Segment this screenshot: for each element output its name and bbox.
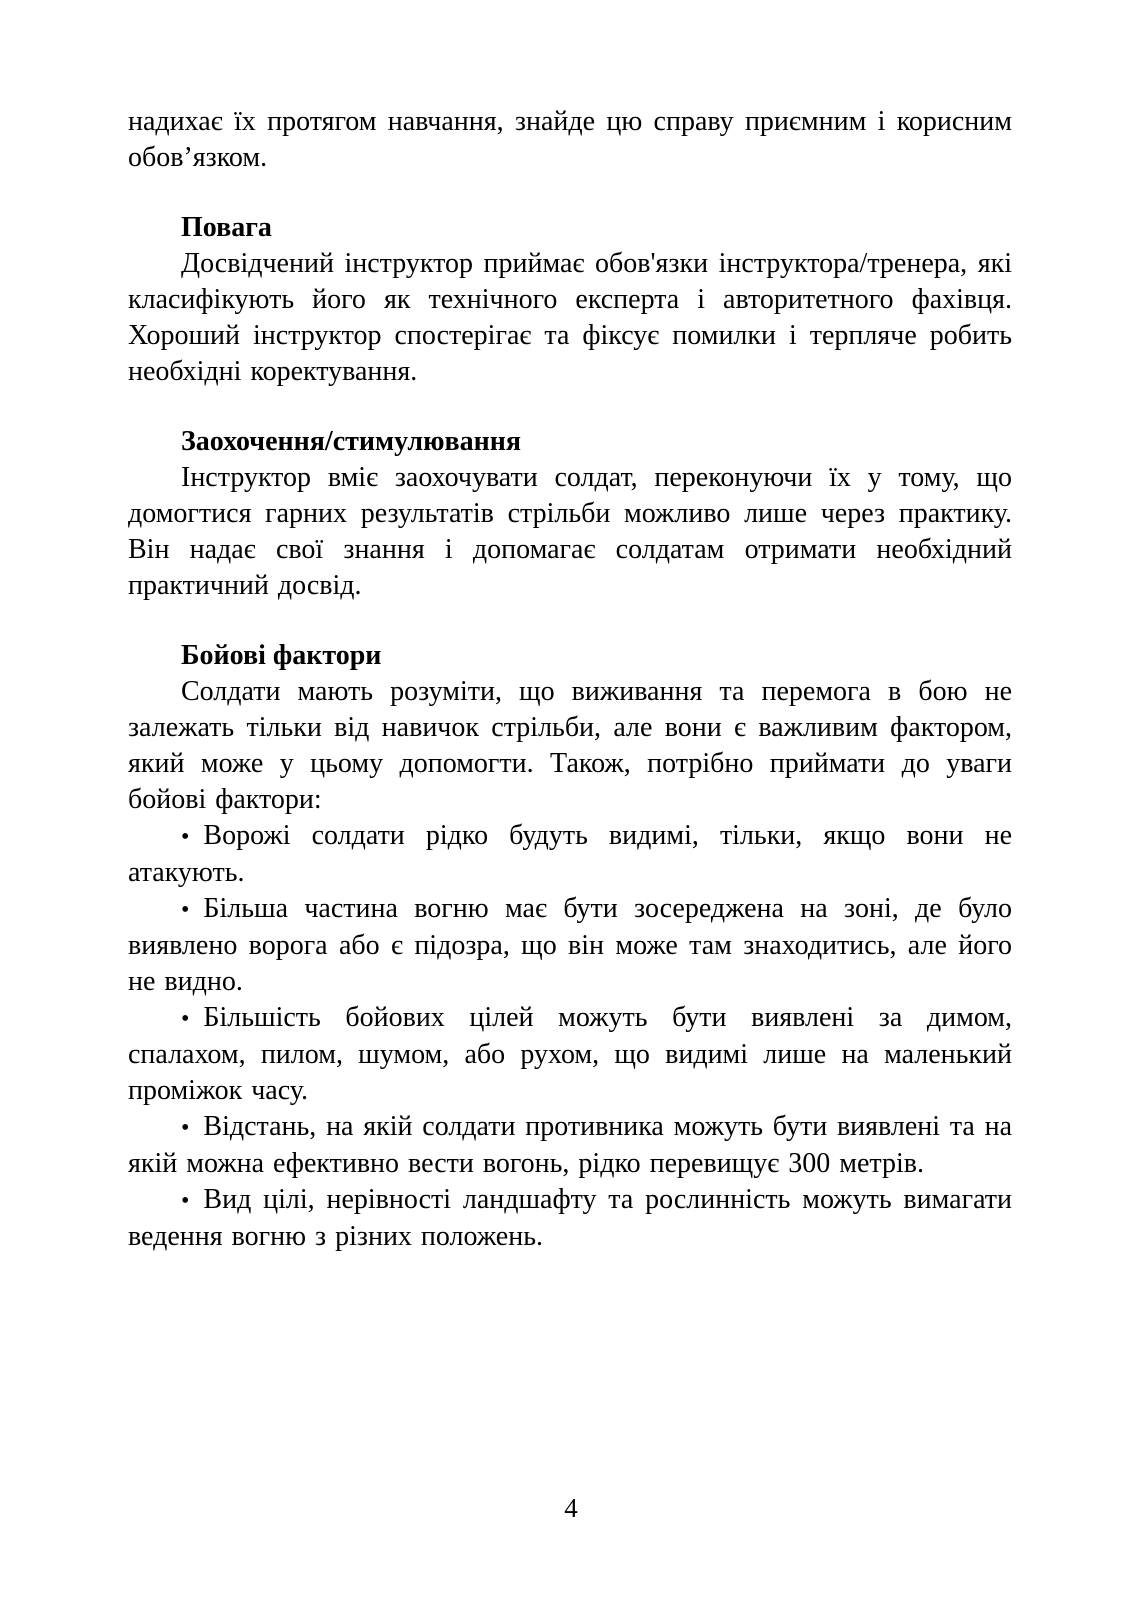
section-paragraph-boiovi-faktory: Солдати мають розуміти, що виживання та перемога в бою не залежать тільки від навичок стрільби, але вони є важливим фактором, який може у цьому допомогти. Також, потрібно приймати до уваги бойові фактори: xyxy=(128,676,1012,815)
bullet-item xyxy=(128,1000,1012,1109)
section-heading-boiovi-faktory: Бойові фактори xyxy=(181,640,382,671)
section-paragraph-povaga: Досвідчений інструктор приймає обов'язки інструктора/тренера, які класифікують його як технічного експерта і авторитетного фахівця. Хороший інструктор спостерігає та фіксує помилки і терпляче робить необхідні коректування. xyxy=(128,248,1012,387)
bullet-icon: • xyxy=(181,824,190,850)
bullet-item xyxy=(128,1182,1012,1255)
bullet-text: Відстань, на якій солдати противника можуть бути виявлені та на якій можна ефективно вести вогонь, рідко перевищує 300 метрів. xyxy=(128,1111,1012,1179)
bullet-text: Вид цілі, нерівності ландшафту та рослинність можуть вимагати ведення вогню з різних положень. xyxy=(128,1184,1012,1252)
bullet-item xyxy=(128,891,1012,1000)
bullet-item xyxy=(128,818,1012,891)
page-number: 4 xyxy=(564,1493,578,1523)
bullet-text: Більшість бойових цілей можуть бути виявлені за димом, спалахом, пилом, шумом, або рухом, що видимі лише на маленький проміжок часу. xyxy=(128,1002,1012,1106)
bullet-icon: • xyxy=(181,897,190,923)
bullet-icon: • xyxy=(181,1006,190,1032)
bullet-text: Більша частина вогню має бути зосереджена на зоні, де було виявлено ворога або є підозра, що він може там знаходитись, але його не видно. xyxy=(128,893,1012,997)
bullet-icon: • xyxy=(181,1188,190,1214)
intro-paragraph: надихає їх протягом навчання, знайде цю справу приємним і корисним обов’язком. xyxy=(128,106,1012,173)
bullet-icon: • xyxy=(181,1115,190,1141)
section-heading-povaga: Повага xyxy=(181,212,272,243)
bullet-item xyxy=(128,1109,1012,1182)
section-heading-zaokhochennia: Заохочення/стимулювання xyxy=(181,426,522,457)
bullet-text: Ворожі солдати рідко будуть видимі, тільки, якщо вони не атакують. xyxy=(128,820,1012,888)
text-block xyxy=(128,104,1012,1255)
section-paragraph-zaokhochennia: Інструктор вміє заохочувати солдат, переконуючи їх у тому, що домогтися гарних результатів стрільби можливо лише через практику. Він надає свої знання і допомагає солдатам отримати необхідний практичний досвід. xyxy=(128,462,1012,601)
